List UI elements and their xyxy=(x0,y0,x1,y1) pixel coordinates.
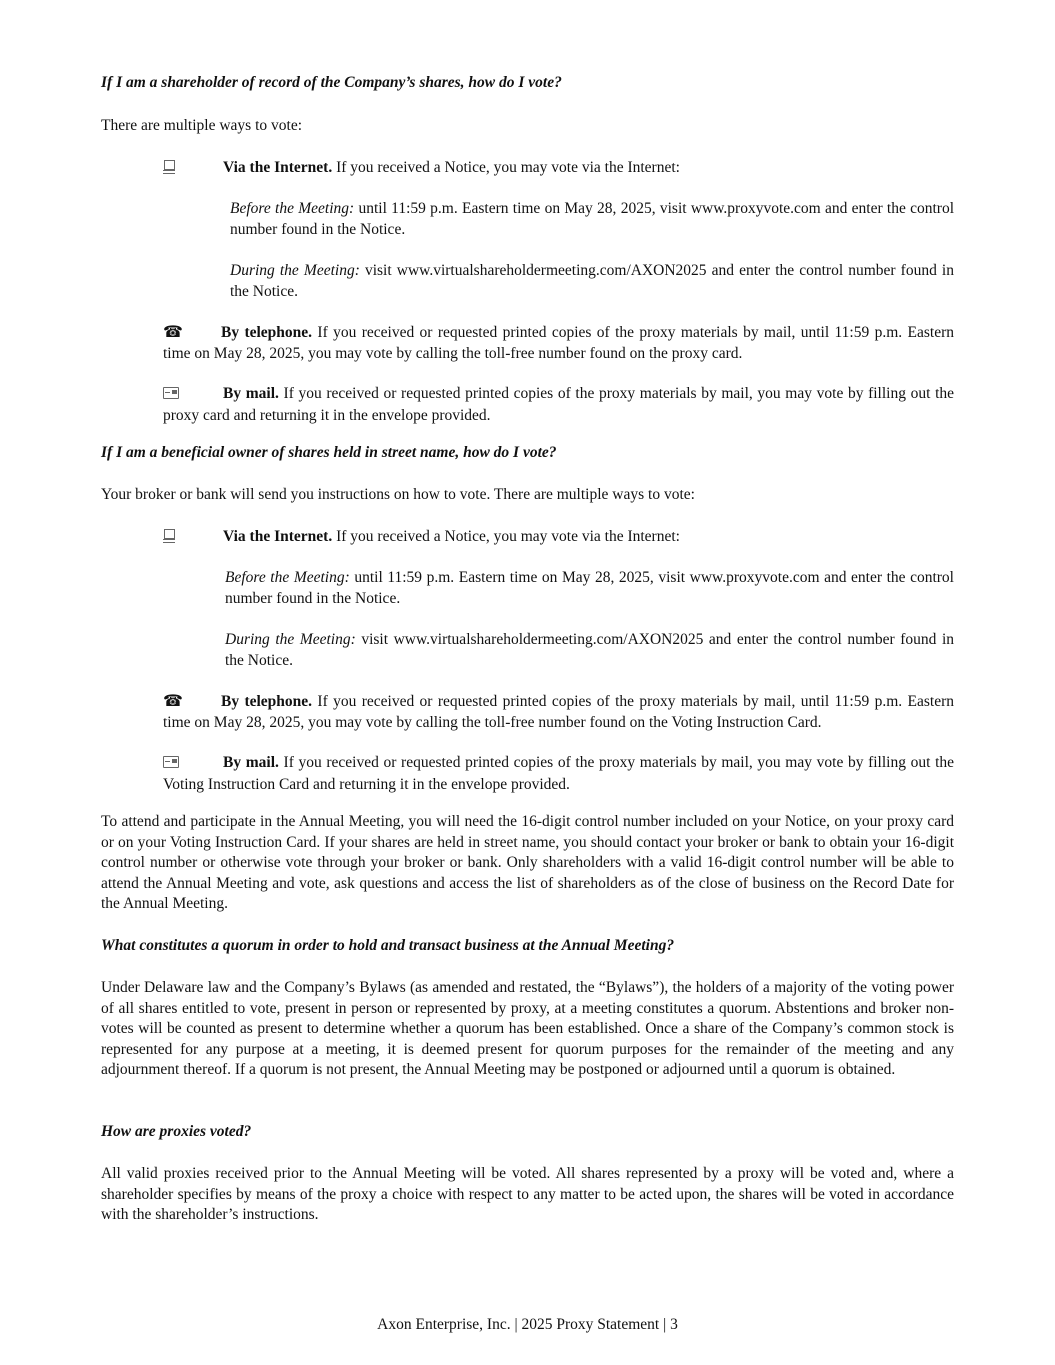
street-name-intro: Your broker or bank will send you instructions on how to vote. There are multiple ways to vote: xyxy=(101,486,695,503)
telephone-icon: ☎ xyxy=(163,693,183,710)
street-mail-label: By mail. xyxy=(223,754,279,771)
quorum-paragraph: Under Delaware law and the Company’s Bylaws (as amended and restated, the “Bylaws”), the holders of a majority of the voting power of all shares entitled to vote, present in person or represented by proxy, at a meeting constitutes a quorum. Abstentions and broker non-votes will be counted as present to determine whether a quorum has been established. Once a share of the Company’s common stock is represented for any purpose at a meeting, it is deemed present for quorum purposes for the remainder of the meeting and any adjournment thereof. If a quorum is not present, the Annual Meeting may be postponed or adjourned until a quorum is obtained. xyxy=(101,979,954,1078)
mailbox-icon xyxy=(163,754,223,775)
proxies-heading: How are proxies voted? xyxy=(101,1123,252,1140)
telephone-icon: ☎ xyxy=(163,324,183,341)
record-during-text: visit www.virtualshareholdermeeting.com/AXON2025 and enter the control number found in the Notice. xyxy=(230,262,954,300)
street-mail-item xyxy=(163,753,954,795)
quorum-heading: What constitutes a quorum in order to hold and transact business at the Annual Meeting? xyxy=(101,937,675,954)
street-name-heading: If I am a beneficial owner of shares held in street name, how do I vote? xyxy=(101,444,557,461)
page-footer: Axon Enterprise, Inc. | 2025 Proxy Statement | 3 xyxy=(377,1316,678,1333)
attend-meeting-paragraph: To attend and participate in the Annual Meeting, you will need the 16-digit control number included on your Notice, on your proxy card or on your Voting Instruction Card. If your shares are held in street name, you should contact your broker or bank to obtain your 16-digit control number or otherwise vote through your broker or bank. Only shareholders with a valid 16-digit control number will be able to attend the Annual Meeting and vote, ask questions and access the list of shareholders as of the close of business on the Record Date for the Annual Meeting. xyxy=(101,813,954,912)
record-mail-text: If you received or requested printed copies of the proxy materials by mail, you may vote by filling out the proxy card and returning it in the envelope provided. xyxy=(163,385,954,424)
computer-icon xyxy=(163,159,223,180)
mailbox-icon xyxy=(163,385,223,406)
record-telephone-text: If you received or requested printed copies of the proxy materials by mail, until 11:59 p.m. Eastern time on May 28, 2025, you may vote by calling the toll-free number found on the proxy card. xyxy=(163,324,954,362)
record-before-meeting xyxy=(230,199,954,240)
street-mail-text: If you received or requested printed copies of the proxy materials by mail, you may vote by filling out the Voting Instruction Card and returning it in the envelope provided. xyxy=(163,754,954,793)
record-internet-label: Via the Internet. xyxy=(223,159,333,176)
record-mail-label: By mail. xyxy=(223,385,279,402)
record-during-meeting xyxy=(230,261,954,302)
street-internet-text: If you received a Notice, you may vote via the Internet: xyxy=(332,528,680,545)
record-before-label: Before the Meeting: xyxy=(230,200,355,217)
record-mail-item xyxy=(163,384,954,426)
record-telephone-label: By telephone. xyxy=(221,324,313,341)
record-telephone-item xyxy=(163,323,954,364)
street-during-meeting xyxy=(225,630,954,671)
street-before-text: until 11:59 p.m. Eastern time on May 28, 2025, visit www.proxyvote.com and enter the control number found in the Notice. xyxy=(225,569,954,607)
record-during-label: During the Meeting: xyxy=(230,262,360,279)
proxies-paragraph: All valid proxies received prior to the Annual Meeting will be voted. All shares represented by a proxy will be voted and, where a shareholder specifies by means of the proxy a choice with respect to any matter to be acted upon, the shares will be voted in accordance with the shareholder’s instructions. xyxy=(101,1165,954,1223)
record-holder-heading: If I am a shareholder of record of the Company’s shares, how do I vote? xyxy=(101,74,562,91)
street-telephone-text: If you received or requested printed copies of the proxy materials by mail, until 11:59 p.m. Eastern time on May 28, 2025, you may vote by calling the toll-free number found on the Voting Instruction Card. xyxy=(163,693,954,731)
street-internet-label: Via the Internet. xyxy=(223,528,333,545)
street-during-text: visit www.virtualshareholdermeeting.com/AXON2025 and enter the control number found in the Notice. xyxy=(225,631,954,669)
street-during-label: During the Meeting: xyxy=(225,631,356,648)
street-telephone-label: By telephone. xyxy=(221,693,313,710)
computer-icon xyxy=(163,528,223,549)
street-internet-item xyxy=(163,527,954,549)
record-holder-intro: There are multiple ways to vote: xyxy=(101,117,303,134)
record-internet-text: If you received a Notice, you may vote via the Internet: xyxy=(332,159,680,176)
street-before-label: Before the Meeting: xyxy=(225,569,350,586)
record-internet-item xyxy=(163,158,954,180)
street-before-meeting xyxy=(225,568,954,609)
record-before-text: until 11:59 p.m. Eastern time on May 28, 2025, visit www.proxyvote.com and enter the control number found in the Notice. xyxy=(230,200,955,238)
street-telephone-item xyxy=(163,692,954,733)
